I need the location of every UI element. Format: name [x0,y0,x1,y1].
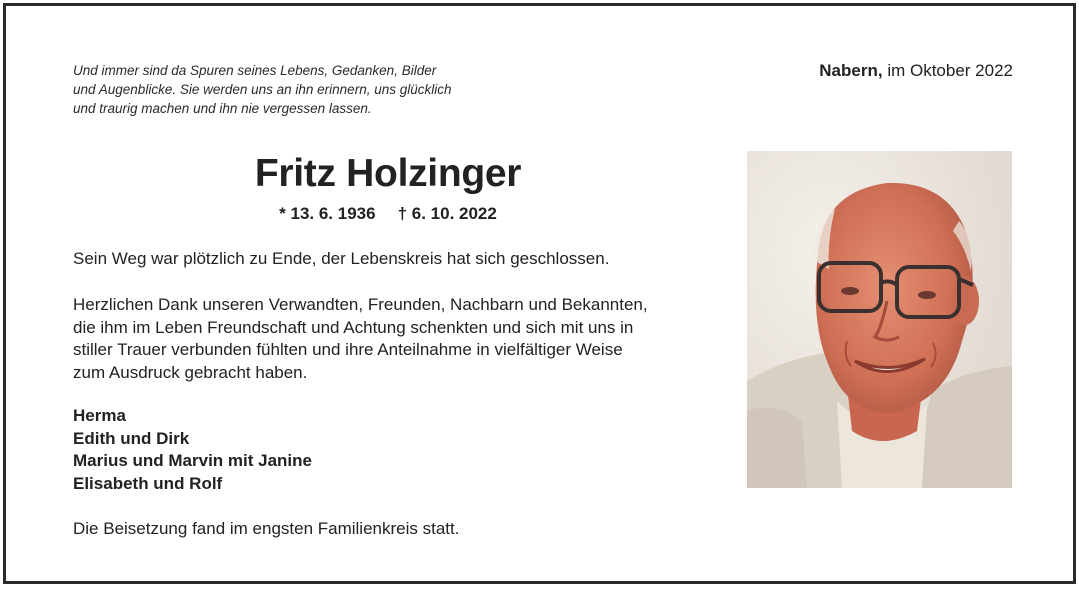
verse-line: Und immer sind da Spuren seines Lebens, Gedanken, Bilder [73,63,437,78]
portrait-photo-icon [747,151,1012,488]
deceased-name: Fritz Holzinger [254,152,522,195]
intro-line: Sein Weg war plötzlich zu Ende, der Lebenskreis hat sich geschlossen. [73,249,610,268]
thanks-line: die ihm im Leben Freundschaft und Achtung schenkten und sich mit uns in [73,317,634,337]
verse-line: und Augenblicke. Sie werden uns an ihn erinnern, uns glücklich [73,82,452,97]
birth-date: * 13. 6. 1936 [279,204,376,223]
place-and-date [819,61,1013,81]
portrait-photo [747,151,1012,488]
family-signatures [73,405,312,495]
thanks-text [73,294,648,384]
funeral-note [73,518,459,541]
obituary-card [3,3,1076,584]
thanks-line: Herzlichen Dank unseren Verwandten, Freunden, Nachbarn und Bekannten, [73,295,648,314]
family-member: Marius und Marvin mit Janine [73,451,312,470]
place: Nabern, [819,61,883,80]
family-member: Edith und Dirk [73,428,190,448]
funeral-line: Die Beisetzung fand im engsten Familienkreis statt. [73,519,460,538]
thanks-line: stiller Trauer verbunden fühlten und ihre Anteilnahme in vielfältiger Weise [73,340,623,359]
family-member: Elisabeth und Rolf [73,473,223,493]
family-member: Herma [73,406,126,425]
death-date: † 6. 10. 2022 [397,204,497,223]
thanks-line: zum Ausdruck gebracht haben. [73,362,308,382]
intro-text [73,248,609,271]
memorial-verse [73,61,523,118]
verse-line: und traurig machen und ihn nie vergessen lassen. [73,101,372,116]
life-dates [73,204,703,224]
date: im Oktober 2022 [887,61,1013,80]
